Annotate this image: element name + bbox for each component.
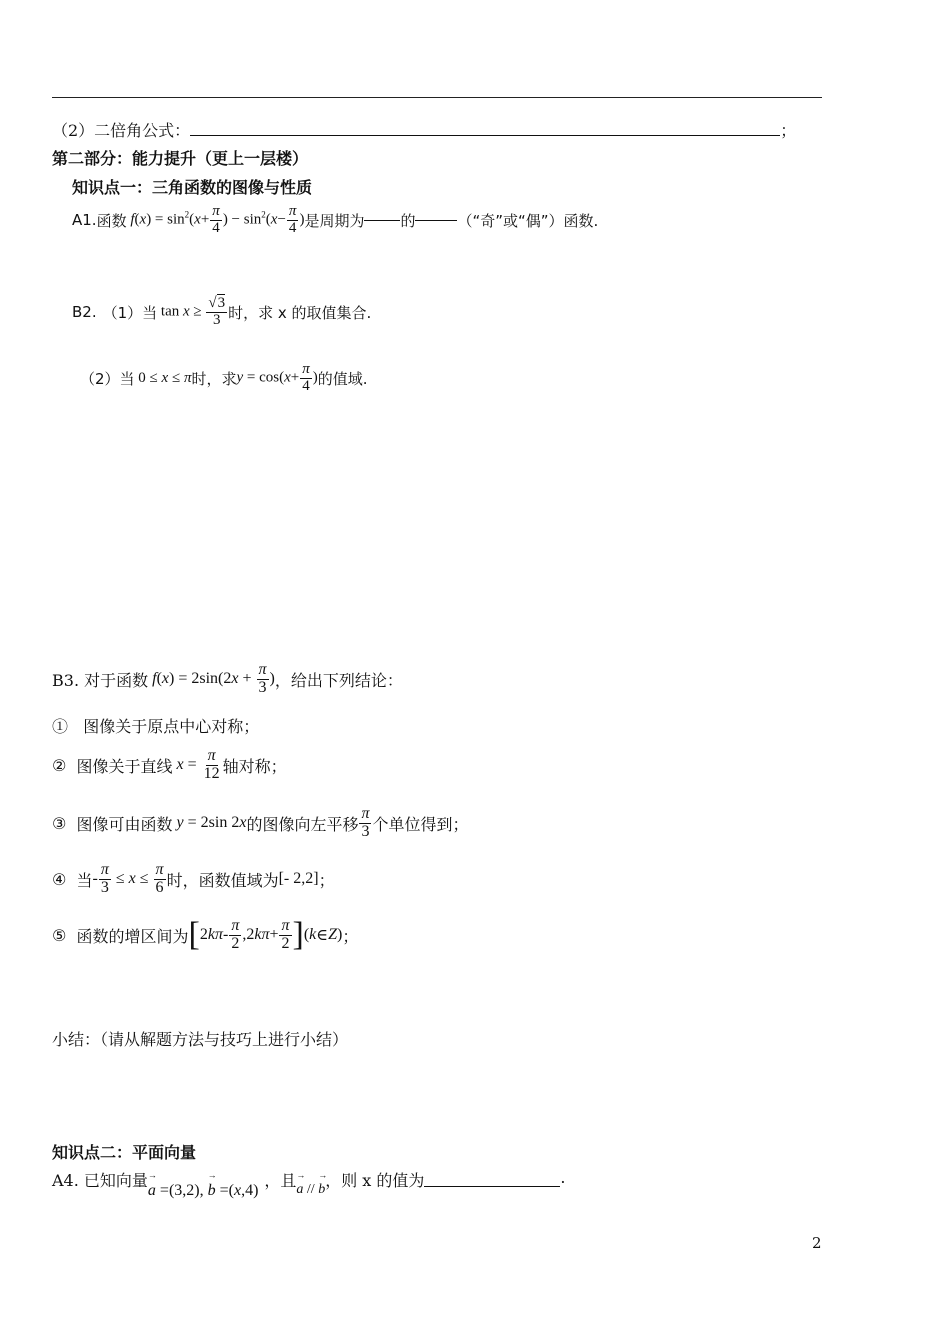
a4-parallel: → a // → b	[296, 1182, 325, 1198]
a1-formula: $f(x) = \sin^2(x+$ $\frac{\pi}{4}$ ) − $\sin^2(x-$ $\frac{\pi}{4}$ )	[130, 203, 305, 236]
question-b2-part1	[72, 296, 371, 329]
b3-item-3-text-c: 个单位得到；	[372, 814, 469, 834]
b2-part1-tail: 时，求 x 的取值集合.	[228, 303, 372, 322]
b3-item-2-text-a: 图像关于直线	[76, 756, 173, 776]
b2-part2-range: 0 ≤ x ≤ π	[134, 369, 192, 386]
b3-item-5-interval: [ 2 k π - $\frac{\pi}{2}$ ,2 k π + $\frac{\pi}{2}$ ] ( k ∈ Z )	[188, 916, 343, 954]
b3-item-4-text-b: 时，函数值域为	[166, 870, 279, 890]
b3-item-1	[52, 714, 259, 737]
b2-part1-lead: （1）当	[102, 303, 158, 322]
part2-title: 第二部分：能力提升（更上一层楼）	[52, 149, 309, 168]
header-rule	[52, 97, 822, 98]
double-angle-formula-line	[52, 118, 796, 141]
b3-item-3-shift: $\frac{\pi}{3}$	[361, 805, 370, 840]
b3-item-5-marker: ⑤	[52, 925, 67, 945]
b3-item-2	[52, 748, 287, 783]
summary-line: 小结：（请从解题方法与技巧上进行小结）	[52, 1030, 349, 1049]
a1-text-fn: 函数	[96, 211, 127, 230]
b3-item-3-text-a: 图像可由函数	[76, 814, 173, 834]
b3-item-3-text-b: 的图像向左平移	[246, 814, 359, 834]
a4-prefix: A4. 已知向量	[52, 1171, 148, 1190]
b3-lead-tail: ，给出下列结论：	[274, 670, 403, 690]
a4-end: .	[560, 1168, 566, 1187]
b3-item-1-marker: ①	[52, 717, 69, 736]
b3-item-2-text-b: 轴对称；	[222, 756, 287, 776]
b2-part2-lead: （2）当	[80, 369, 135, 388]
answer-blank-x[interactable]	[424, 1168, 560, 1187]
b3-item-4	[52, 862, 335, 897]
b3-item-3	[52, 806, 469, 841]
b3-item-4-interval: [- 2,2]	[278, 870, 319, 888]
a1-text-de: 的	[400, 211, 416, 230]
b3-item-4-text-c: ；	[318, 870, 335, 890]
b3-item-3-marker: ③	[52, 813, 67, 833]
kp1-title: 知识点一：三角函数的图像与性质	[72, 178, 313, 197]
question-b3	[52, 662, 403, 697]
a4-tail: ，则 x 的值为	[325, 1171, 425, 1190]
b3-item-5-text-c: ；	[342, 926, 359, 946]
b3-item-4-text-a: 当	[76, 870, 93, 890]
b3-item-5	[52, 918, 358, 953]
a4-mid: ，且	[264, 1171, 297, 1190]
kp2-title: 知识点二：平面向量	[52, 1143, 197, 1162]
answer-blank-parity[interactable]	[415, 220, 457, 221]
b3-item-2-marker: ②	[52, 755, 67, 775]
item2-label: （2）二倍角公式：	[52, 121, 191, 140]
b3-item-4-marker: ④	[52, 869, 67, 889]
b2-prefix: B2.	[72, 303, 97, 322]
b2-part2-tail: 的值域.	[317, 369, 368, 388]
a1-text-tail: （“奇”或“偶”）函数.	[457, 211, 599, 230]
a1-text-period: 是周期为	[304, 211, 365, 230]
question-a4	[52, 1168, 566, 1200]
b3-item-4-range: - $\frac{\pi}{3}$ ≤ x ≤ $\frac{\pi}{6}$	[92, 861, 164, 896]
a1-prefix: A1.	[72, 211, 97, 230]
a4-vectors: → a =(3,2), → b =(x,4)	[148, 1182, 258, 1200]
b3-formula: f(x) = 2sin(2x + $\frac{\pi}{3}$ )	[152, 661, 275, 696]
b2-part1-formula: tan x ≥ $\frac{√3}{3}$	[157, 295, 226, 328]
answer-blank-period[interactable]	[364, 220, 400, 221]
b3-prefix: B3. 对于函数	[52, 670, 149, 690]
item2-end: ；	[780, 121, 797, 140]
b3-item-5-text-a: 函数的增区间为	[76, 926, 189, 946]
page-number: 2	[812, 1234, 822, 1252]
question-b2-part2	[80, 362, 368, 395]
question-a1	[72, 204, 598, 237]
b2-part2-formula: y = cos(x+ $\frac{\pi}{4}$ )	[236, 361, 318, 394]
b3-item-1-text: 图像关于原点中心对称；	[83, 717, 260, 736]
b2-part2-mid: 时，求	[191, 369, 237, 388]
b3-item-2-formula: x = $\frac{\pi}{12}$	[176, 747, 220, 782]
answer-blank-formula[interactable]	[190, 135, 780, 136]
b3-item-3-formula: y = 2sin 2x	[176, 814, 247, 832]
